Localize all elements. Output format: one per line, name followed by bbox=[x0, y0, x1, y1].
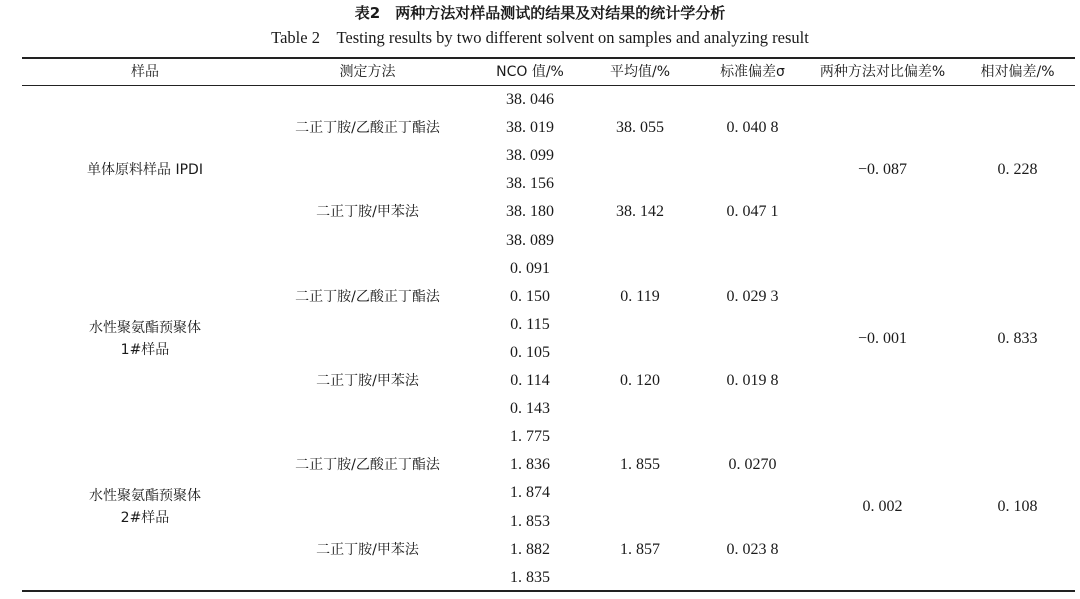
std-dev-value: 0. 019 8 bbox=[726, 372, 779, 389]
nco-value: 1. 775 bbox=[510, 428, 550, 446]
average-value: 0. 119 bbox=[620, 287, 660, 305]
nco-value: 1. 882 bbox=[510, 540, 550, 558]
nco-value: 38. 156 bbox=[506, 175, 554, 193]
method-name: 二正丁胺/甲苯法 bbox=[316, 204, 419, 221]
average-value: 38. 055 bbox=[616, 119, 664, 137]
nco-value: 38. 099 bbox=[506, 147, 554, 165]
sample-name-line1: 水性聚氨酯预聚体 bbox=[89, 319, 201, 336]
nco-value: 0. 114 bbox=[510, 372, 550, 389]
nco-value: 1. 874 bbox=[510, 484, 550, 502]
method-name: 二正丁胺/乙酸正丁酯法 bbox=[295, 288, 440, 305]
nco-value: 0. 091 bbox=[510, 259, 550, 277]
method-name: 二正丁胺/甲苯法 bbox=[316, 373, 419, 389]
nco-value: 1. 835 bbox=[510, 568, 550, 586]
std-dev-value: 0. 047 1 bbox=[726, 203, 779, 221]
method-comparison-value: 0. 002 bbox=[862, 498, 903, 516]
nco-value: 38. 019 bbox=[506, 119, 554, 137]
method-comparison-value: −0. 087 bbox=[857, 161, 908, 179]
method-name: 二正丁胺/乙酸正丁酯法 bbox=[295, 457, 440, 474]
header-std-dev: 标准偏差σ bbox=[720, 64, 785, 80]
std-dev-value: 0. 040 8 bbox=[726, 119, 779, 137]
nco-value: 1. 836 bbox=[510, 456, 550, 474]
average-value: 1. 855 bbox=[620, 456, 660, 474]
nco-value: 0. 105 bbox=[510, 343, 550, 361]
top-rule bbox=[22, 57, 1075, 59]
header-nco: NCO 值/% bbox=[496, 64, 564, 80]
method-name: 二正丁胺/乙酸正丁酯法 bbox=[295, 120, 440, 137]
table-title-chinese: 表2 两种方法对样品测试的结果及对结果的统计学分析 bbox=[354, 4, 726, 22]
relative-deviation-value: 0. 833 bbox=[997, 329, 1038, 347]
nco-value: 0. 115 bbox=[510, 315, 550, 333]
sample-name-line1: 水性聚氨酯预聚体 bbox=[89, 488, 201, 505]
table-title-english: Table 2 Testing results by two different solvent on samples and analyzing result bbox=[271, 28, 809, 47]
nco-value: 1. 853 bbox=[510, 512, 550, 530]
sample-name-line2: 2#样品 bbox=[120, 510, 170, 527]
relative-deviation-value: 0. 228 bbox=[997, 161, 1038, 179]
header-average: 平均值/% bbox=[609, 64, 671, 80]
method-name: 二正丁胺/甲苯法 bbox=[316, 541, 419, 558]
sample-name-line2: 1#样品 bbox=[120, 341, 170, 358]
nco-value: 38. 089 bbox=[506, 231, 554, 249]
average-value: 1. 857 bbox=[620, 540, 660, 558]
nco-value: 0. 143 bbox=[510, 400, 550, 418]
average-value: 0. 120 bbox=[620, 372, 660, 389]
nco-value: 38. 180 bbox=[506, 203, 554, 221]
relative-deviation-value: 0. 108 bbox=[997, 498, 1038, 516]
header-rule bbox=[22, 85, 1075, 86]
std-dev-value: 0. 029 3 bbox=[726, 287, 779, 305]
std-dev-value: 0. 0270 bbox=[728, 456, 777, 474]
nco-value: 0. 150 bbox=[510, 287, 550, 305]
header-method: 测定方法 bbox=[339, 64, 396, 80]
bottom-rule bbox=[22, 590, 1075, 592]
header-method-comparison: 两种方法对比偏差% bbox=[819, 64, 946, 80]
sample-name: 单体原料样品 IPDI bbox=[87, 162, 203, 179]
header-sample: 样品 bbox=[131, 64, 159, 80]
std-dev-value: 0. 023 8 bbox=[726, 540, 779, 558]
average-value: 38. 142 bbox=[616, 203, 664, 221]
method-comparison-value: −0. 001 bbox=[857, 329, 908, 347]
nco-value: 38. 046 bbox=[506, 91, 554, 108]
header-relative-deviation: 相对偏差/% bbox=[980, 64, 1055, 80]
